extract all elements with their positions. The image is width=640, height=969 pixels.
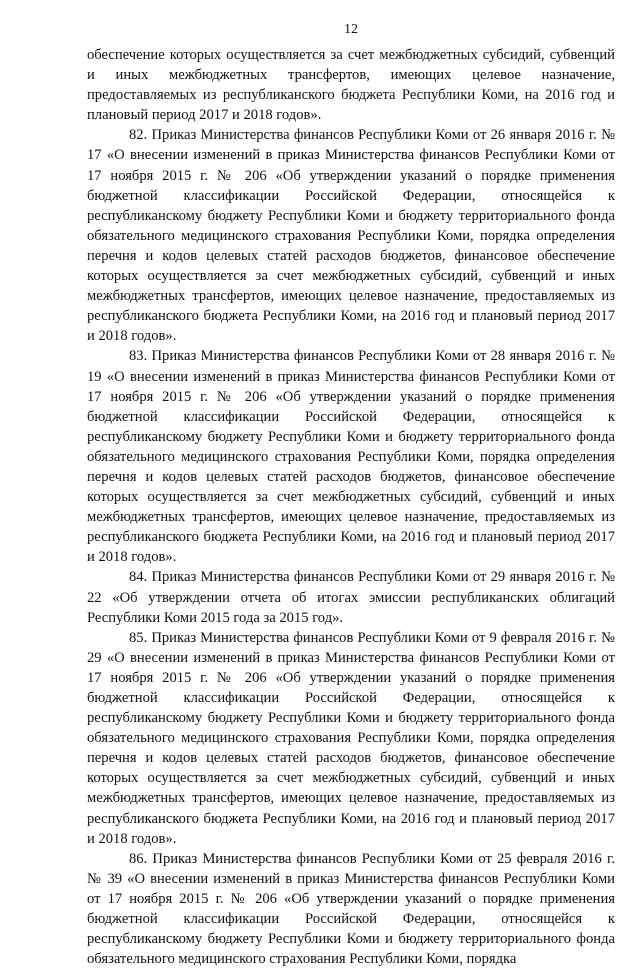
paragraph-item-85: 85. Приказ Министерства финансов Республики Коми от 9 февраля 2016 г. № 29 «О внесении изменений в приказ Министерства финансов Республики Коми от 17 ноября 2015 г. № 206 «Об утверждении указаний о порядке применения бюджетной классификации Российской Федерации, относящейся к республиканскому бюджету Республики Коми и бюджету территориального фонда обязательного медицинского страхования Республики Коми, порядка определения перечня и кодов целевых статей расходов бюджетов, финансовое обеспечение которых осуществляется за счет межбюджетных субсидий, субвенций и иных межбюджетных трансфертов, имеющих целевое назначение, предоставляемых из республиканского бюджета Республики Коми, на 2016 год и плановый период 2017 и 2018 годов». — [87, 629, 615, 847]
document-page — [87, 20, 615, 969]
paragraph-item-83: 83. Приказ Министерства финансов Республики Коми от 28 января 2016 г. № 19 «О внесении изменений в приказ Министерства финансов Республики Коми от 17 ноября 2015 г. № 206 «Об утверждении указаний о порядке применения бюджетной классификации Российской Федерации, относящейся к республиканскому бюджету Республики Коми и бюджету территориального фонда обязательного медицинского страхования Республики Коми, порядка определения перечня и кодов целевых статей расходов бюджетов, финансовое обеспечение которых осуществляется за счет межбюджетных субсидий, субвенций и иных межбюджетных трансфертов, имеющих целевое назначение, предоставляемых из республиканского бюджета Республики Коми, на 2016 год и плановый период 2017 и 2018 годов». — [87, 348, 615, 566]
paragraph-item-82: 82. Приказ Министерства финансов Республики Коми от 26 января 2016 г. № 17 «О внесении изменений в приказ Министерства финансов Республики Коми от 17 ноября 2015 г. № 206 «Об утверждении указаний о порядке применения бюджетной классификации Российской Федерации, относящейся к республиканскому бюджету Республики Коми и бюджету территориального фонда обязательного медицинского страхования Республики Коми, порядка определения перечня и кодов целевых статей расходов бюджетов, финансовое обеспечение которых осуществляется за счет межбюджетных субсидий, субвенций и иных межбюджетных трансфертов, имеющих целевое назначение, предоставляемых из республиканского бюджета Республики Коми, на 2016 год и плановый период 2017 и 2018 годов». — [87, 127, 615, 345]
paragraph-item-84: 84. Приказ Министерства финансов Республики Коми от 29 января 2016 г. № 22 «Об утверждении отчета об итогах эмиссии республиканских облигаций Республики Коми 2015 года за 2015 год». — [87, 569, 615, 626]
paragraph-continuation: обеспечение которых осуществляется за счет межбюджетных субсидий, субвенций и иных межбюджетных трансфертов, имеющих целевое назначение, предоставляемых из республиканского бюджета Республики Коми, на 2016 год и плановый период 2017 и 2018 годов». — [87, 47, 615, 124]
paragraph-item-86: 86. Приказ Министерства финансов Республики Коми от 25 февраля 2016 г. № 39 «О внесении изменений в приказ Министерства финансов Республики Коми от 17 ноября 2015 г. № 206 «Об утверждении указаний о порядке применения бюджетной классификации Российской Федерации, относящейся к республиканскому бюджету Республики Коми и бюджету территориального фонда обязательного медицинского страхования Республики Коми, порядка — [87, 850, 615, 968]
page-number: 12 — [344, 22, 358, 37]
